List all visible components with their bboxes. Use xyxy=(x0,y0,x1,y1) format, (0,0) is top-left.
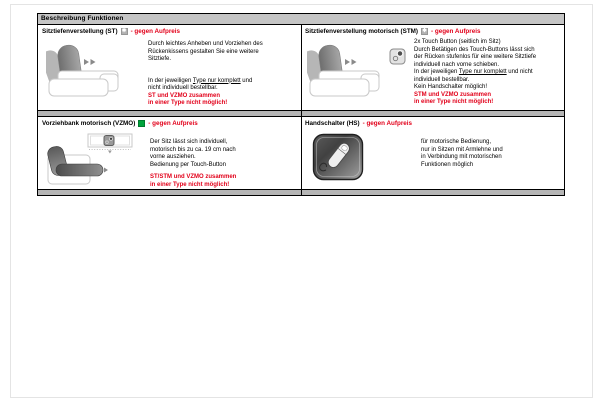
text-line: nur in Sitzen mit Armlehne und xyxy=(421,146,503,153)
order-note xyxy=(414,69,536,77)
function-title: Vorziehbank motorisch (VZMO) xyxy=(42,120,136,127)
text-line: individuell nach vorne schieben. xyxy=(414,61,500,68)
description-text xyxy=(414,39,536,69)
cell-stm xyxy=(301,25,564,110)
green-square-icon xyxy=(138,120,145,127)
sofa-motor-seat-depth-illustration xyxy=(307,41,407,105)
cell-title-stm xyxy=(305,28,480,35)
sofa-seat-depth-illustration xyxy=(46,41,131,105)
warning-text xyxy=(150,174,236,189)
function-title: Sitztiefenverstellung (ST) xyxy=(42,28,118,35)
functions-table xyxy=(37,13,565,196)
hand-switch-illustration xyxy=(312,133,364,181)
text-line: in einer Type nicht möglich! xyxy=(414,99,494,105)
order-note-text: In der jeweiligen xyxy=(414,69,459,75)
surcharge-label: - gegen Aufpreis xyxy=(130,28,181,35)
cell-body-hs xyxy=(421,139,503,169)
function-title: Handschalter (HS) xyxy=(305,120,360,127)
text-line: Bedienung per Touch-Button xyxy=(150,161,226,168)
table-row xyxy=(38,117,564,189)
order-note-rest: nicht individuell bestellbar. xyxy=(148,85,218,91)
text-line: Der Sitz lässt sich individuell, xyxy=(150,139,228,145)
order-note-text: In der jeweiligen xyxy=(148,77,193,84)
text-line: motorisch bis zu ca. 19 cm nach xyxy=(150,146,236,153)
description-text xyxy=(421,139,503,169)
surcharge-label: - gegen Aufpreis xyxy=(362,120,413,127)
description-text xyxy=(150,139,236,169)
table-row xyxy=(38,25,564,110)
text-line: Funktionen möglich xyxy=(421,161,474,168)
cell-st xyxy=(38,25,301,110)
text-line: Durch leichtes Anheben und Vorziehen des xyxy=(148,41,263,47)
text-line: ST/STM und VZMO zusammen xyxy=(150,174,237,180)
text-line: in einer Type nicht möglich! xyxy=(148,100,228,106)
cell-title-vzmo xyxy=(42,120,198,127)
text-line: ST und VZMO zusammen xyxy=(148,92,221,99)
order-note-rest: individuell bestellbar. xyxy=(414,76,470,83)
cell-vzmo xyxy=(38,117,301,189)
cell-title-st xyxy=(42,28,180,35)
description-text xyxy=(148,41,263,64)
text-line: Rückenkissens gestalten Sie eine weitere xyxy=(148,48,259,55)
order-note-underlined: Type nur komplett xyxy=(192,77,241,84)
text-line: 2x Touch Button (seitlich im Sitz) xyxy=(414,39,501,45)
cell-body-stm xyxy=(414,39,536,107)
text-line: Durch Betätigen des Touch-Buttons lässt sich xyxy=(414,46,535,53)
warning-text xyxy=(148,93,263,108)
text-line: in einer Type nicht möglich! xyxy=(150,181,230,188)
order-note-text: und nicht xyxy=(506,69,533,75)
no-hand-switch-note: Kein Handschalter möglich! xyxy=(414,84,488,90)
text-line: in Verbindung mit motorischen xyxy=(421,154,502,160)
touch-button-icon xyxy=(390,49,405,64)
cell-hs xyxy=(301,117,564,189)
cell-title-hs xyxy=(305,120,412,127)
table-header: Beschreibung Funktionen xyxy=(38,14,564,25)
order-note-text: und xyxy=(240,77,253,84)
text-line: Sitztiefe. xyxy=(148,56,172,62)
text-line: für motorische Bedienung, xyxy=(421,139,492,145)
star-icon: ✱ xyxy=(121,28,127,34)
text-line: der Rücken stufenlos für eine weitere Sitztiefe xyxy=(414,54,537,60)
text-line: STM und VZMO zusammen xyxy=(414,91,492,98)
order-note xyxy=(148,78,263,86)
warning-text xyxy=(414,92,536,107)
surcharge-label: - gegen Aufpreis xyxy=(148,120,198,127)
cell-body-st xyxy=(148,41,263,108)
cell-body-vzmo xyxy=(150,139,236,189)
function-title: Sitztiefenverstellung motorisch (STM) xyxy=(305,28,419,35)
surcharge-label: - gegen Aufpreis xyxy=(431,28,481,35)
star-icon: ✱ xyxy=(422,28,427,34)
pull-out-bench-illustration xyxy=(46,131,146,189)
order-note-underlined: Type nur komplett xyxy=(458,69,507,75)
text-line: vorne ausziehen. xyxy=(150,154,196,160)
